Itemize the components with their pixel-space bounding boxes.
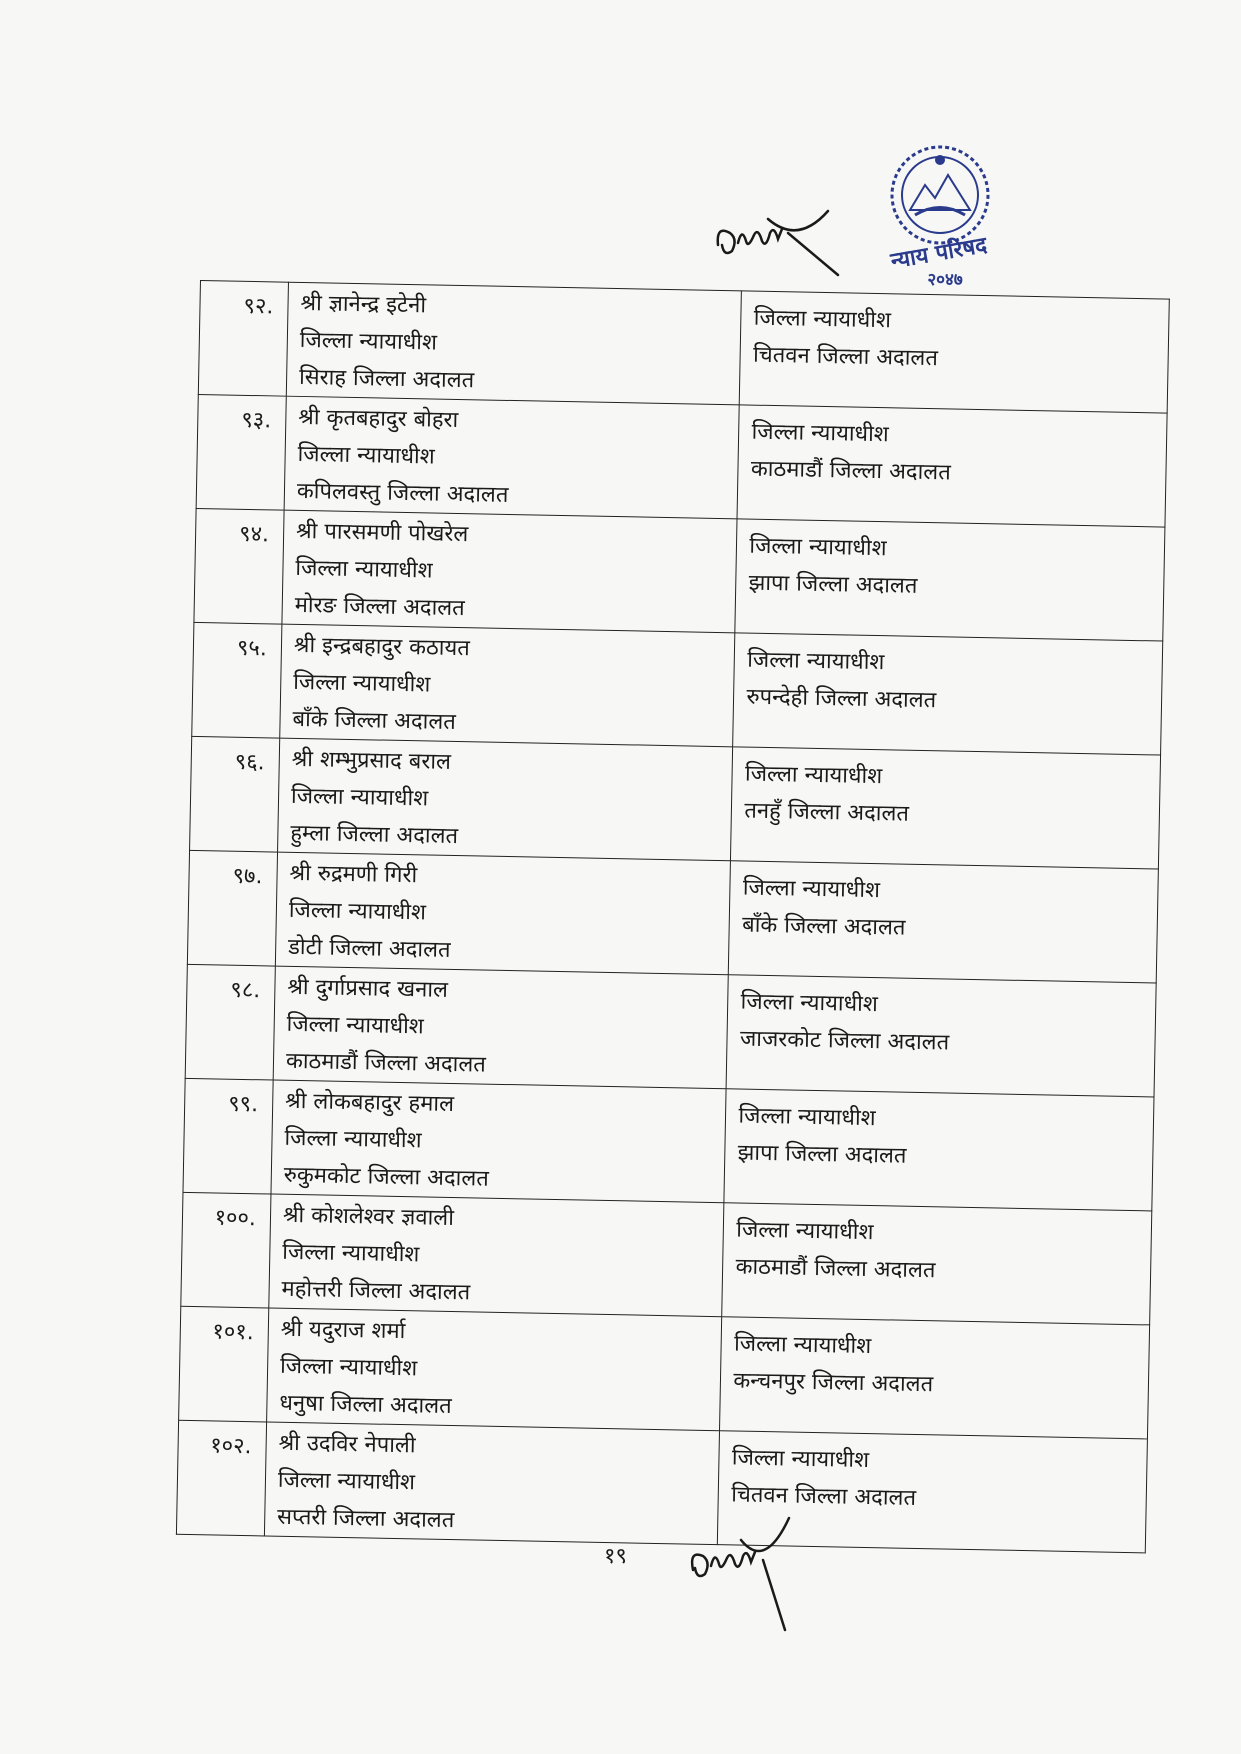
serial-number: ९८. [230,977,261,1004]
current-post-cell [264,1422,720,1545]
judge-name: श्री उदविर नेपाली [278,1430,416,1459]
judicial-council-seal [870,140,1010,290]
signature-icon [685,1510,815,1640]
serial-cell [190,736,280,852]
table-row [194,508,1165,641]
new-post-cell [724,1089,1154,1211]
seal-year: २०४७ [927,270,963,290]
new-post-cell [740,291,1170,413]
table-row [185,964,1156,1097]
current-title: जिल्ला न्यायाधीश [288,897,427,926]
table-row [187,850,1158,983]
serial-number: ९६. [234,749,265,776]
current-post-cell [267,1308,723,1431]
current-title: जिल्ला न्यायाधीश [286,1011,425,1040]
new-court: झापा जिल्ला अदालत [748,570,918,599]
current-post-cell [282,510,738,633]
new-court: बाँके जिल्ला अदालत [741,912,906,941]
current-title: जिल्ला न्यायाधीश [290,783,429,812]
judge-name: श्री यदुराज शर्मा [280,1316,406,1345]
judge-name: श्री कृतबहादुर बोहरा [298,404,459,433]
serial-number: १००. [214,1205,257,1232]
serial-cell [181,1192,271,1308]
new-title: जिल्ला न्यायाधीश [749,533,887,562]
current-court: हुम्ला जिल्ला अदालत [290,820,459,850]
current-title: जिल्ला न्यायाधीश [279,1353,418,1382]
current-court: धनुषा जिल्ला अदालत [279,1390,452,1420]
new-title: जिल्ला न्यायाधीश [746,647,885,676]
current-title: जिल्ला न्यायाधीश [297,441,435,470]
new-post-cell [729,861,1159,983]
new-court: चितवन जिल्ला अदालत [752,342,939,372]
new-title: जिल्ला न्यायाधीश [736,1217,874,1246]
new-post-cell [737,405,1167,527]
serial-cell [198,281,288,397]
current-title: जिल्ला न्यायाधीश [282,1239,420,1268]
serial-cell [194,508,284,624]
serial-cell [183,1078,273,1194]
new-post-cell [722,1203,1152,1325]
seal-emblem-icon [870,140,1010,290]
current-post-cell [273,966,729,1089]
current-title: जिल्ला न्यायाधीश [292,669,431,698]
new-title: जिल्ला न्यायाधीश [744,761,883,790]
current-court: डोटी जिल्ला अदालत [287,934,451,963]
current-title: जिल्ला न्यायाधीश [299,327,438,356]
current-court: कपिलवस्तु जिल्ला अदालत [296,478,509,508]
new-post-cell [720,1317,1150,1439]
new-court: काठमाडौं जिल्ला अदालत [750,456,951,486]
table-row [196,394,1167,527]
new-post-cell [731,747,1161,869]
seal-text: न्याय परिषद [888,232,989,275]
current-title: जिल्ला न्यायाधीश [284,1125,422,1154]
new-title: जिल्ला न्यायाधीश [738,1103,876,1132]
page-number: १९ [604,1544,627,1569]
serial-cell [185,964,275,1080]
current-post-cell [275,852,731,975]
judge-name: श्री ज्ञानेन्द्र इटेनी [300,290,427,319]
new-court: कन्चनपुर जिल्ला अदालत [733,1368,934,1398]
judge-name: श्री रुद्रमणी गिरी [289,860,418,889]
current-court: सिराह जिल्ला अदालत [298,364,475,394]
current-court: सप्तरी जिल्ला अदालत [276,1504,455,1534]
current-post-cell [284,396,740,519]
serial-cell [187,850,277,966]
table-row [176,1420,1147,1553]
current-post-cell [280,624,736,747]
serial-cell [179,1306,269,1422]
table-row [192,622,1163,755]
current-post-cell [269,1194,725,1317]
new-court: काठमाडौं जिल्ला अदालत [735,1254,936,1284]
serial-cell [192,622,282,738]
new-court: जाजरकोट जिल्ला अदालत [739,1026,950,1056]
serial-number: ९३. [241,407,272,434]
new-court: तनहुँ जिल्ला अदालत [744,798,910,827]
current-court: काठमाडौं जिल्ला अदालत [285,1048,487,1078]
current-post-cell [271,1080,727,1203]
new-court: चितवन जिल्ला अदालत [730,1482,917,1511]
table-row [183,1078,1154,1211]
table-row [181,1192,1152,1325]
signature-top [708,205,858,295]
current-post-cell [286,282,742,405]
serial-cell [176,1420,266,1536]
current-court: मोरङ जिल्ला अदालत [294,592,465,622]
current-court: बाँके जिल्ला अदालत [292,706,457,735]
new-court: रुपन्देही जिल्ला अदालत [746,684,937,714]
current-title: जिल्ला न्यायाधीश [277,1467,416,1496]
judge-name: श्री पारसमणी पोखरेल [295,518,469,548]
new-title: जिल्ला न्यायाधीश [742,875,881,904]
current-post-cell [277,738,733,861]
new-court: झापा जिल्ला अदालत [737,1140,907,1169]
current-court: रुकुमकोट जिल्ला अदालत [283,1162,490,1192]
table-row [179,1306,1150,1439]
signature-icon [708,205,858,295]
new-post-cell [733,633,1163,755]
new-title: जिल्ला न्यायाधीश [733,1331,872,1360]
serial-number: ९५. [236,635,268,662]
serial-cell [196,394,286,510]
serial-number: ९९. [227,1091,259,1118]
serial-number: ९७. [232,863,263,890]
new-post-cell [726,975,1156,1097]
new-title: जिल्ला न्यायाधीश [731,1445,870,1474]
new-title: जिल्ला न्यायाधीश [740,989,879,1018]
table-row [198,281,1169,414]
serial-number: १०१. [212,1319,254,1346]
judge-name: श्री इन्द्रबहादुर कठायत [293,632,470,662]
transfer-table [176,280,1170,1553]
judge-name: श्री दुर्गाप्रसाद खनाल [287,974,449,1003]
judge-name: श्री कोशलेश्वर ज्ञवाली [282,1202,455,1232]
serial-number: ९२. [243,293,274,320]
new-title: जिल्ला न्यायाधीश [753,305,892,334]
serial-number: ९४. [238,521,270,548]
table-row [190,736,1161,869]
current-title: जिल्ला न्यायाधीश [295,555,433,584]
signature-bottom [685,1510,815,1640]
serial-number: १०२. [209,1433,252,1460]
current-court: महोत्तरी जिल्ला अदालत [281,1276,471,1306]
new-post-cell [735,519,1165,641]
new-title: जिल्ला न्यायाधीश [751,419,889,448]
judge-name: श्री लोकबहादुर हमाल [284,1088,455,1118]
judge-name: श्री शम्भुप्रसाद बराल [291,746,452,775]
